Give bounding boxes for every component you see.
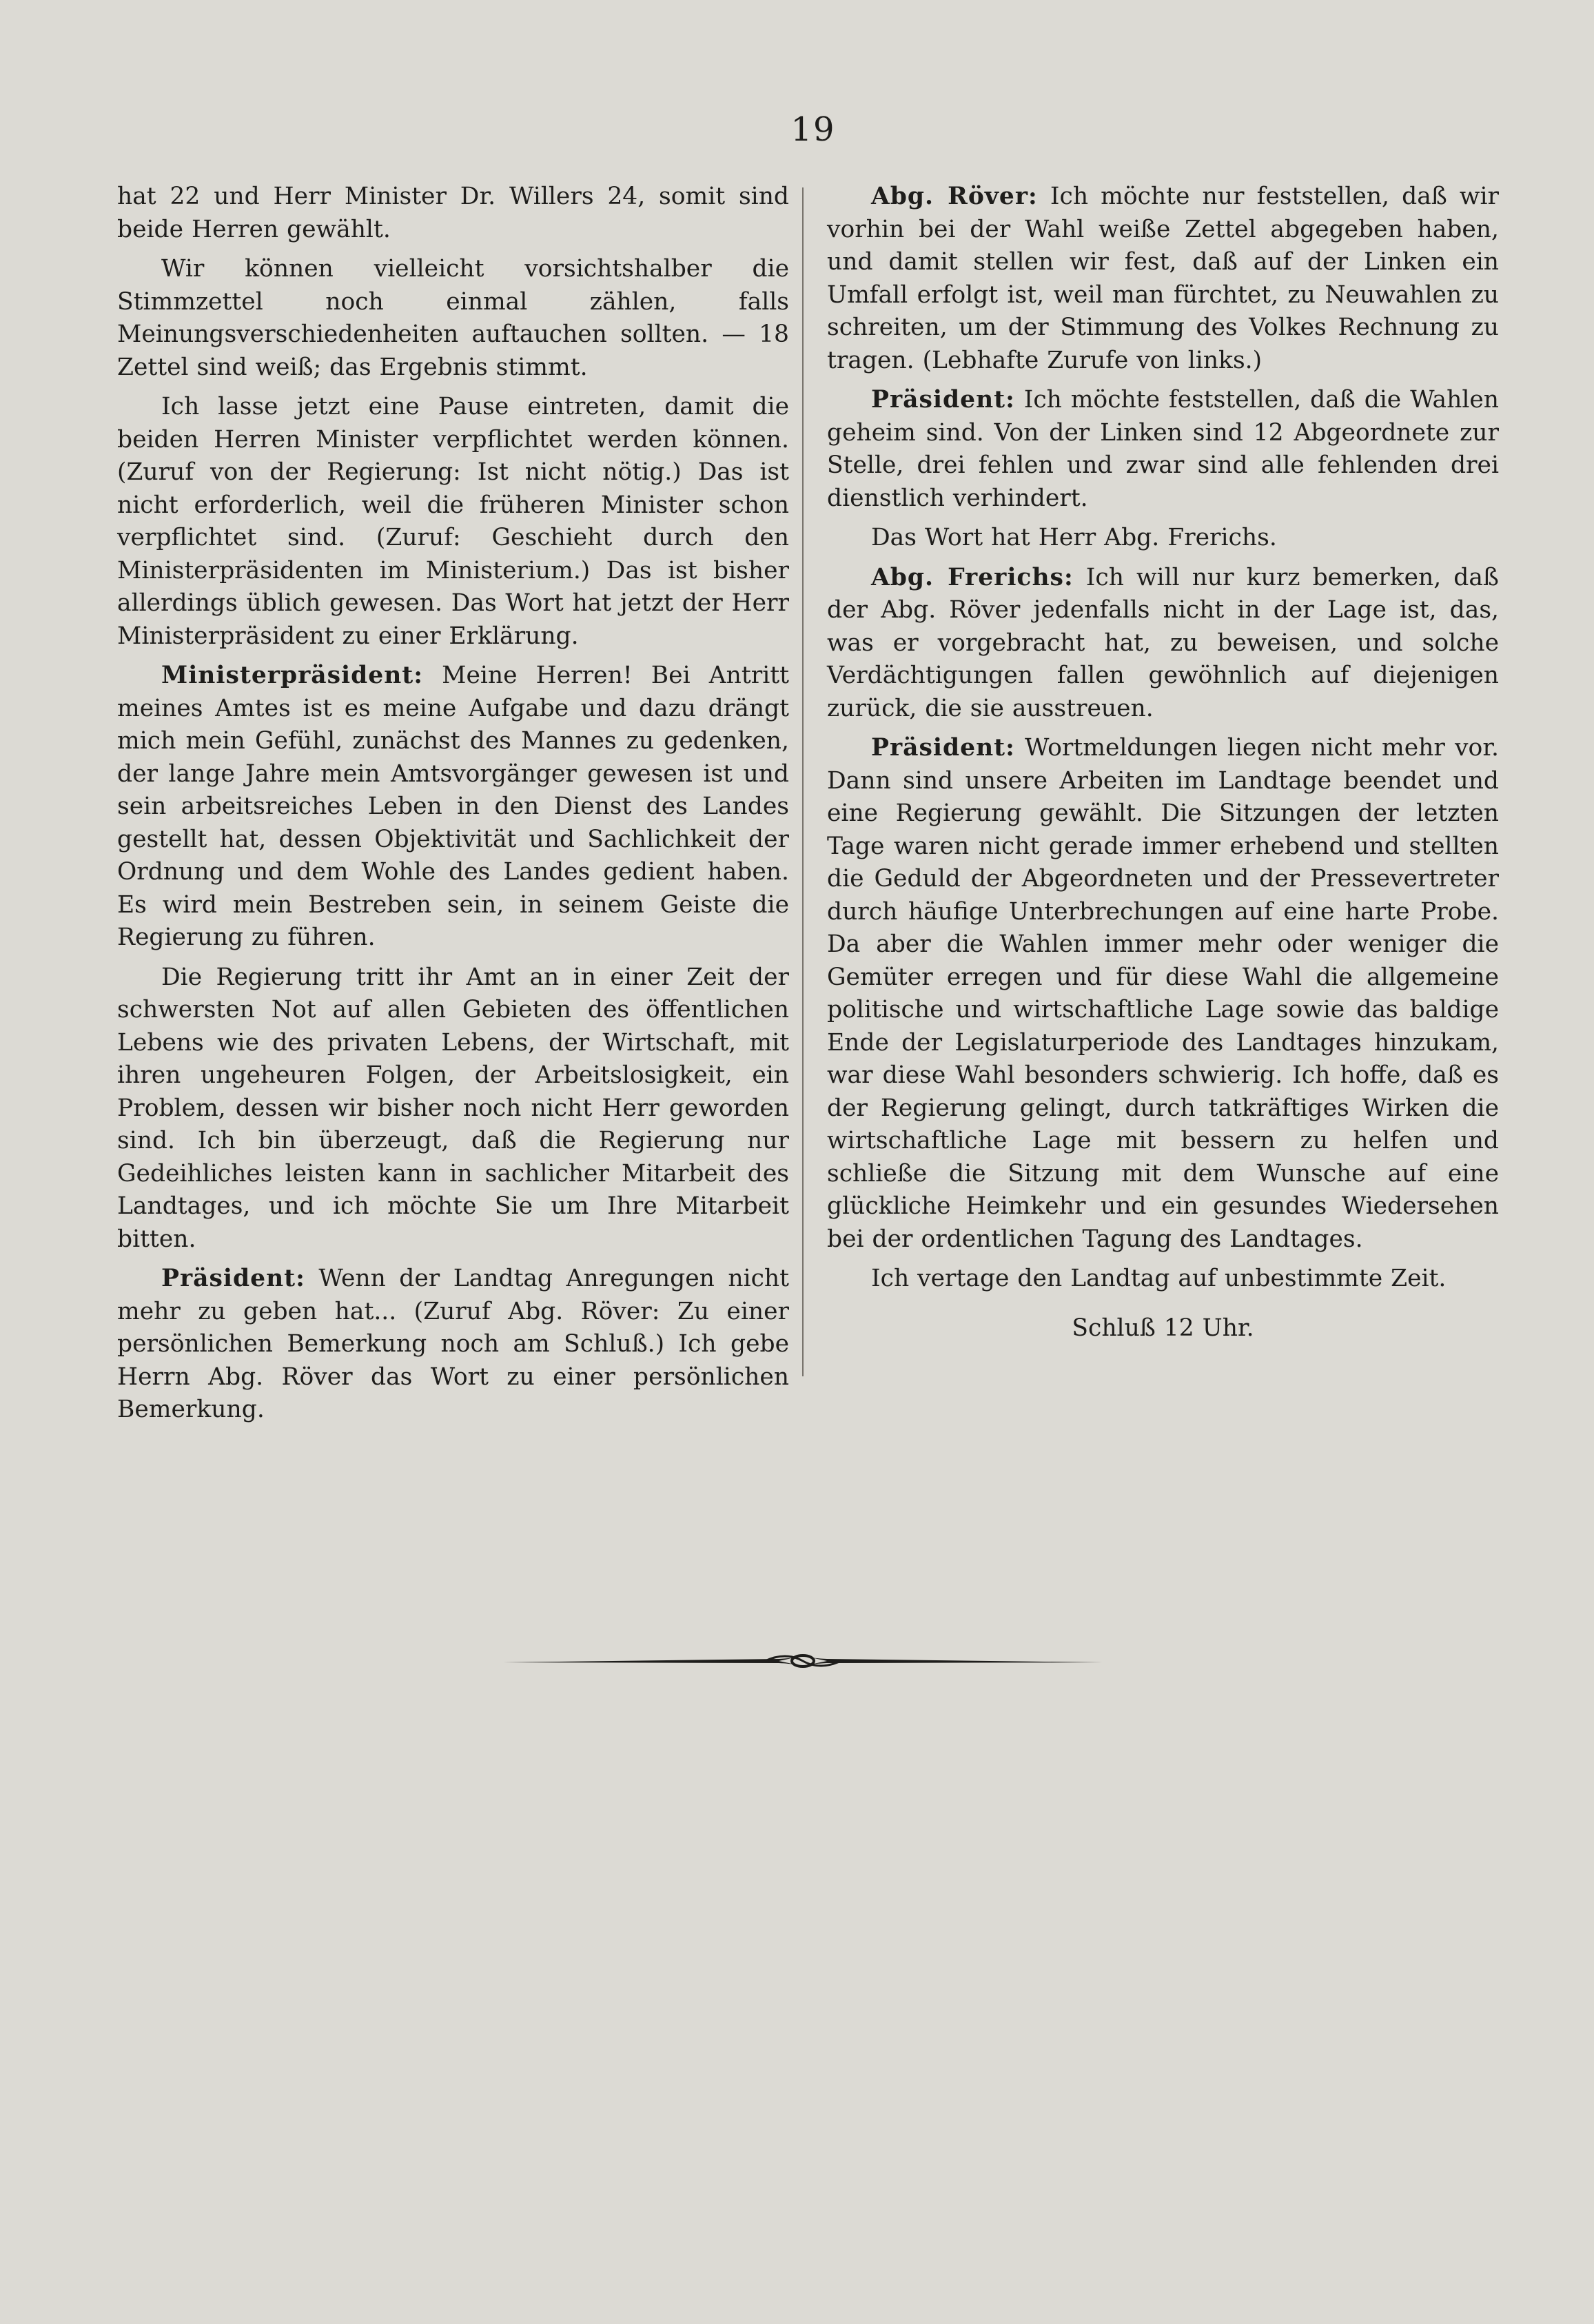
speech-text: Ich will nur kurz bemerken, daß der Abg. Röver jedenfalls nicht in der Lage ist, das, was er vorgebracht hat, zu beweisen, und solche Verdächtigungen fallen gewöhnlich auf diejenigen zurück, die sie ausstreuen. bbox=[827, 563, 1499, 722]
speech-text: Meine Herren! Bei Antritt meines Amtes ist es meine Aufgabe und dazu drängt mich mein Gefühl, zunächst des Mannes zu gedenken, der lange Jahre mein Amtsvorgänger gewesen ist und sein arbeitsreiches Leben in den Dienst des Landes gestellt hat, dessen Objektivität und Sachlichkeit der Ordnung und dem Wohle des Landes gedient haben. Es wird mein Bestreben sein, in seinem Geiste die Regierung zu führen. bbox=[117, 662, 789, 951]
paragraph: Die Regierung tritt ihr Amt an in einer Zeit der schwersten Not auf allen Gebieten des öffentlichen Lebens wie des privaten Lebens, der Wirtschaft, mit ihren ungeheuren Folgen, der Arbeitslosigkeit, ein Problem, dessen wir bisher noch nicht Herr geworden sind. Ich bin überzeugt, daß die Regierung nur Gedeihliches leisten kann in sachlicher Mitarbeit des Landtages, und ich möchte Sie um Ihre Mitarbeit bitten. bbox=[117, 963, 789, 1253]
speaker-label: Präsident: bbox=[161, 1265, 305, 1292]
speaker-label: Abg. Röver: bbox=[871, 183, 1038, 210]
speaker-label: Abg. Frerichs: bbox=[871, 563, 1074, 591]
paragraph: Das Wort hat Herr Abg. Frerichs. bbox=[871, 524, 1277, 551]
paragraph bbox=[827, 181, 1499, 377]
speech-text: Wenn der Landtag Anregungen nicht mehr zu geben hat... (Zuruf Abg. Röver: Zu einer persönlichen Bemerkung noch am Schluß.) Ich gebe Herrn Abg. Röver das Wort zu einer persönlichen Bemerkung. bbox=[117, 1265, 789, 1423]
paragraph: hat 22 und Herr Minister Dr. Willers 24, somit sind beide Herren gewählt. bbox=[117, 183, 789, 243]
paragraph bbox=[117, 1263, 789, 1427]
paragraph: Wir können vielleicht vorsichtshalber die Stimmzettel noch einmal zählen, falls Meinungsverschiedenheiten auftauchen sollten. — 18 Zettel sind weiß; das Ergebnis stimmt. bbox=[117, 255, 789, 381]
paragraph: Ich vertage den Landtag auf unbestimmte Zeit. bbox=[871, 1265, 1447, 1292]
paragraph bbox=[827, 732, 1499, 1256]
paragraph bbox=[827, 384, 1499, 515]
left-column bbox=[117, 181, 789, 1434]
speech-text: Ich möchte nur feststellen, daß wir vorhin bei der Wahl weiße Zettel abgegeben haben, und damit stellen wir fest, daß auf der Linken ein Umfall erfolgt ist, weil man fürchtet, zu Neuwahlen zu schreiten, um der Stimmung des Volkes Rechnung zu tragen. (Lebhafte Zurufe von links.) bbox=[827, 183, 1499, 374]
paragraph bbox=[827, 562, 1499, 726]
paragraph: Ich lasse jetzt eine Pause eintreten, damit die beiden Herren Minister verpflichtet werden können. (Zuruf von der Regierung: Ist nicht nötig.) Das ist nicht erforderlich, weil die früheren Minister schon verpflichtet sind. (Zuruf: Geschieht durch den Ministerpräsidenten im Ministerium.) Das ist bisher allerdings üblich gewesen. Das Wort hat jetzt der Herr Ministerpräsident zu einer Erklärung. bbox=[117, 393, 789, 650]
speaker-label: Präsident: bbox=[871, 734, 1015, 762]
speaker-label: Ministerpräsident: bbox=[161, 662, 423, 689]
right-column bbox=[827, 181, 1499, 1352]
closing-line: Schluß 12 Uhr. bbox=[1072, 1314, 1254, 1342]
speech-text: Ich möchte feststellen, daß die Wahlen geheim sind. Von der Linken sind 12 Abgeordnete zur Stelle, drei fehlen und zwar sind alle fehlenden drei dienstlich verhindert. bbox=[827, 386, 1499, 512]
speaker-label: Präsident: bbox=[871, 386, 1015, 414]
speech-text: Wortmeldungen liegen nicht mehr vor. Dann sind unsere Arbeiten im Landtage beendet und eine Regierung gewählt. Die Sitzungen der letzten Tage waren nicht gerade immer erhebend und stellten die Geduld der Abgeordneten und der Pressevertreter durch häufige Unterbrechungen auf eine harte Probe. Da aber die Wahlen immer mehr oder weniger die Gemüter erregen und für diese Wahl die allgemeine politische und wirtschaftliche Lage sowie das baldige Ende der Legislaturperiode des Landtages hinzukam, war diese Wahl besonders schwierig. Ich hoffe, daß es der Regierung gelingt, durch tatkräftiges Wirken die wirtschaftliche Lage mit bessern zu helfen und schließe die Sitzung mit dem Wunsche auf eine glückliche Heimkehr und ein gesundes Wiedersehen bei der ordentlichen Tagung des Landtages. bbox=[827, 734, 1499, 1253]
ornament-divider bbox=[503, 1640, 1103, 1682]
column-divider bbox=[802, 187, 804, 1376]
page-number: 19 bbox=[790, 110, 836, 149]
paragraph bbox=[117, 660, 789, 955]
